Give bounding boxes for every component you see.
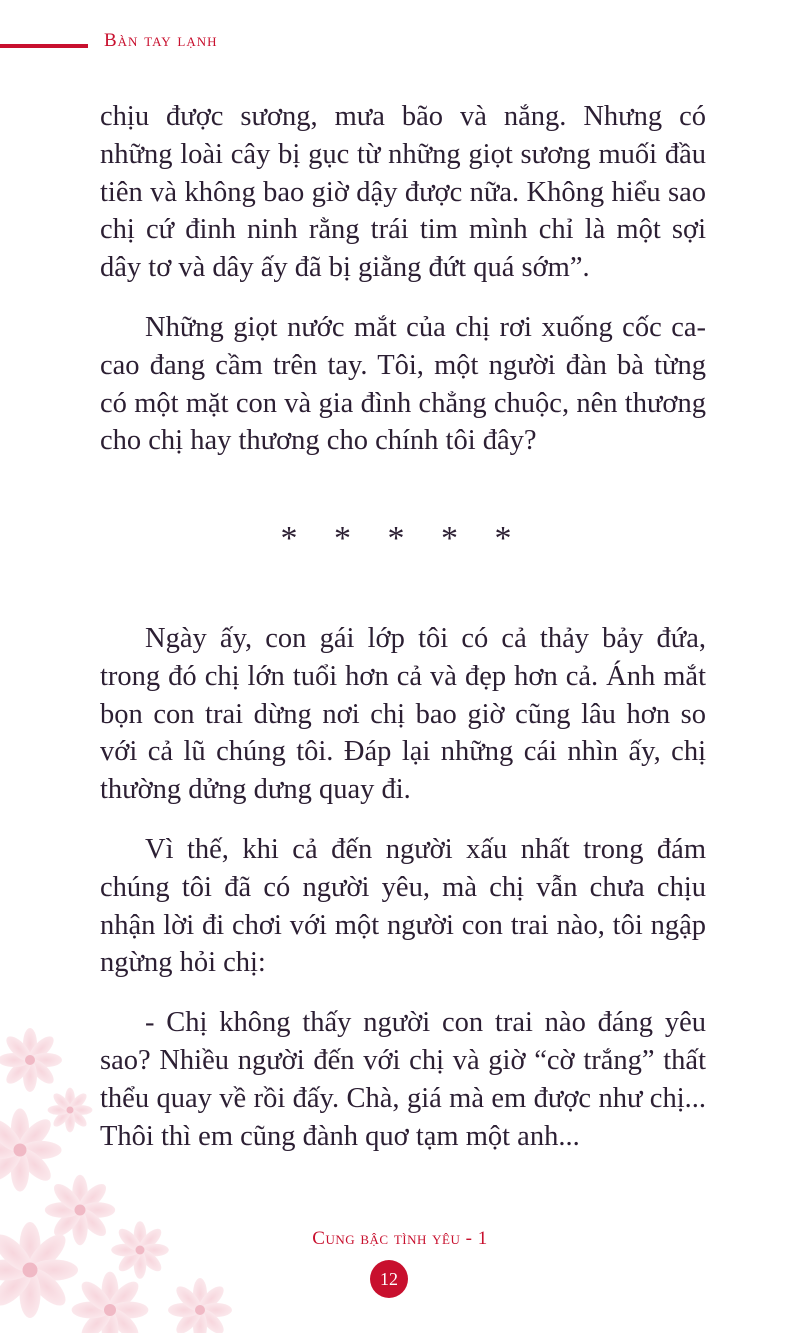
paragraph-5: - Chị không thấy người con trai nào đáng yêu sao? Nhiều người đến với chị và giờ “cờ trắng” thất thểu quay về rồi đấy. Chà, giá mà em được như chị... Thôi thì em cũng đành quơ tạm một anh... [100, 1007, 706, 1152]
book-title: Cung bậc tình yêu - 1 [312, 1228, 488, 1249]
paragraph-1: chịu được sương, mưa bão và nắng. Nhưng có những loài cây bị gục từ những giọt sương muối đầu tiên và không bao giờ dậy được nữa. Không hiểu sao chị cứ đinh ninh rằng trái tim mình chỉ là một sợi dây tơ và dây ấy đã bị giằng đứt quá sớm”. [100, 101, 706, 284]
paragraph-3: Ngày ấy, con gái lớp tôi có cả thảy bảy đứa, trong đó chị lớn tuổi hơn cả và đẹp hơn cả. Ánh mắt bọn con trai dừng nơi chị bao giờ cũng lâu hơn so với cả lũ chúng tôi. Đáp lại những cái nhìn ấy, chị thường dửng dưng quay đi. [100, 622, 706, 806]
paragraph-2: Những giọt nước mắt của chị rơi xuống cốc ca-cao đang cầm trên tay. Tôi, một người đàn bà từng có một mặt con và gia đình chẳng chuộc, nên thương cho chị hay thương cho chính tôi đây? [100, 311, 706, 457]
section-separator: * * * * * [280, 520, 526, 558]
header-rule [0, 44, 88, 48]
page-body [100, 98, 706, 1177]
paragraph-4: Vì thế, khi cả đến người xấu nhất trong đám chúng tôi đã có người yêu, mà chị vẫn chưa chịu nhận lời đi chơi với một người con trai nào, tôi ngập ngừng hỏi chị: [100, 833, 706, 979]
page-number-badge: 12 [370, 1260, 408, 1298]
running-title: Bàn tay lạnh [104, 30, 218, 51]
